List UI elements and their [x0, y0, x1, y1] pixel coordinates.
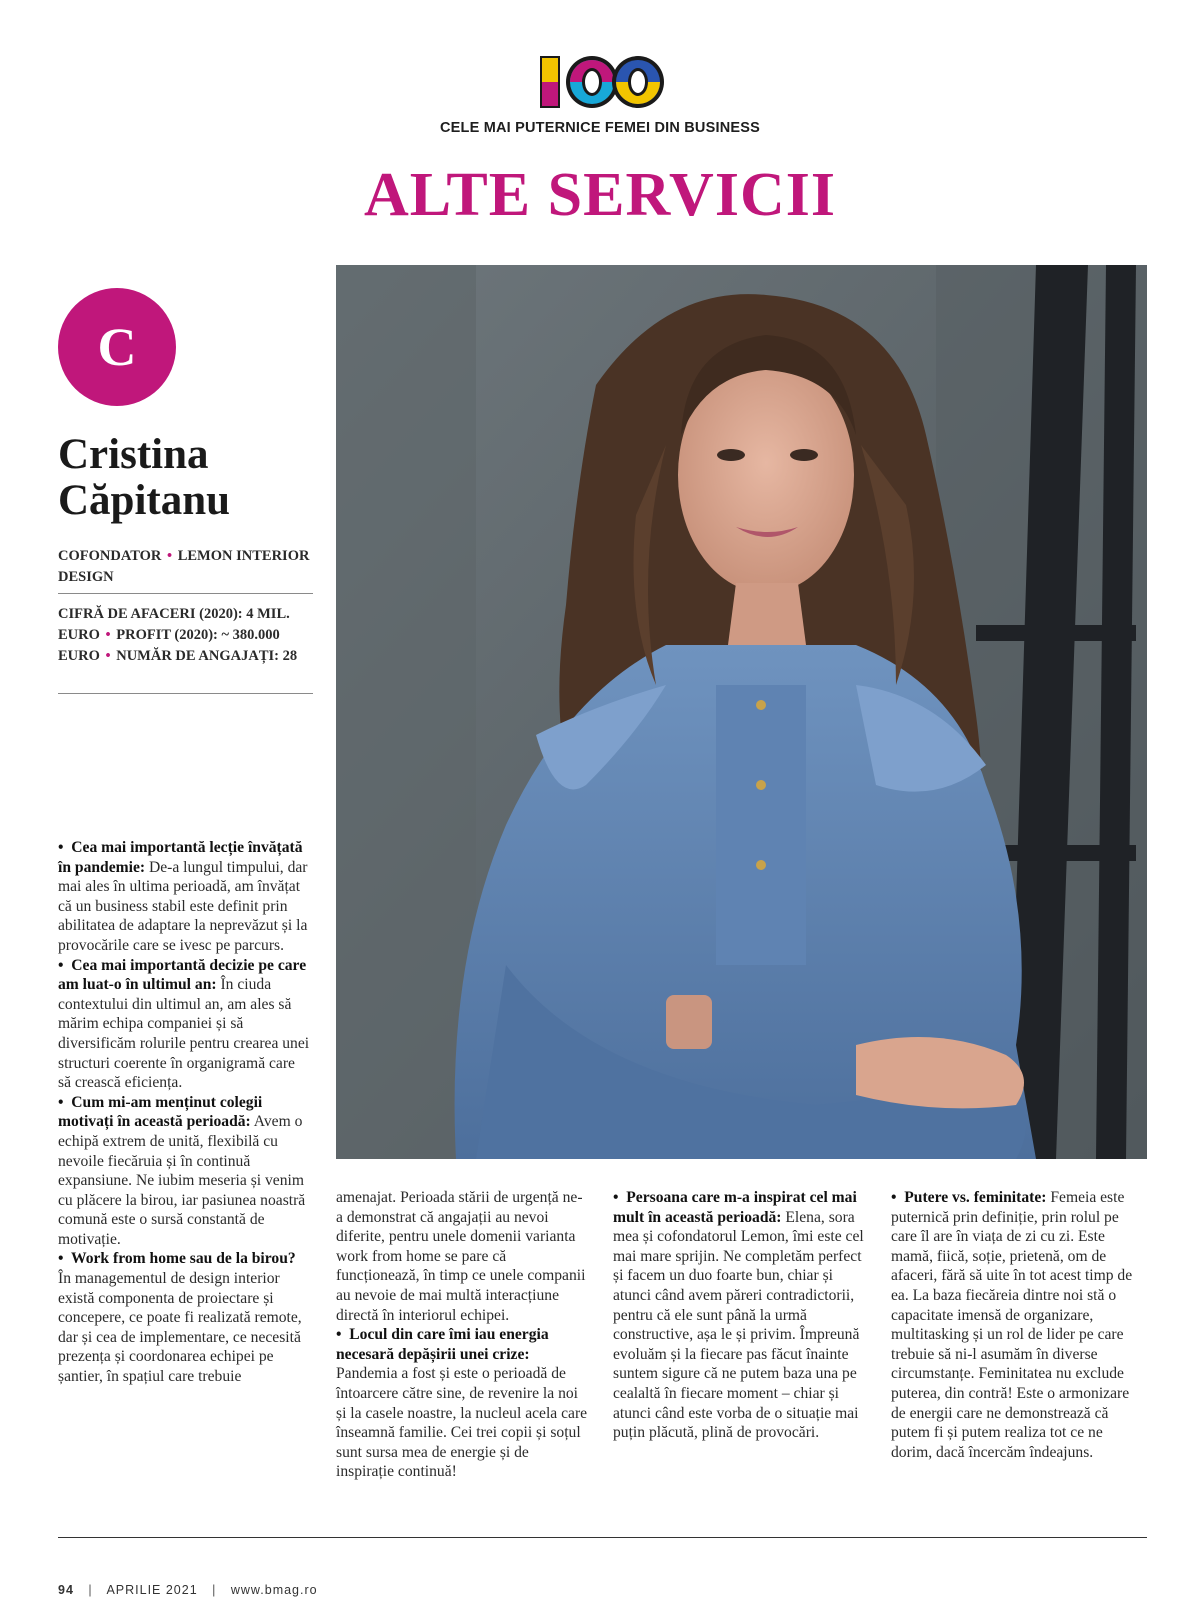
footer-separator: | [212, 1583, 217, 1597]
answer-text: În managementul de design interior există componenta de proiectare și concepere, ce poate fi realizată remote, dar și cea de implementare, ce necesită prezența și coordonarea echipei pe șantier, în spațiul care trebuie [58, 1270, 302, 1386]
answer-text: Pandemia a fost și este o perioadă de întoarcere către sine, de revenire la noi și la casele noastre, la nucleul acela care înseamnă familie. Cei trei copii și soțul sunt sursa mea de energie și de inspirație continuă! [336, 1365, 588, 1481]
bullet: • [58, 1250, 64, 1268]
qa-item [58, 1249, 310, 1386]
100-logo-icon [534, 52, 668, 112]
employees-label: NUMĂR DE ANGAJAȚI: [116, 648, 279, 664]
question-title: Cea mai importantă decizie pe care am luat-o în ultimul an: [58, 956, 307, 994]
page-footer [58, 1583, 318, 1597]
section-title: ALTE SERVICII [363, 161, 836, 229]
qa-item [58, 838, 310, 956]
answer-text: În ciuda contextului din ultimul an, am ales să mărim echipa companiei și să diversificăm rolurile pentru crearea unei structuri coerente în organigramă care să crească eficiența. [58, 976, 310, 1092]
bullet: • [336, 1326, 342, 1344]
article-column-3 [613, 1188, 865, 1443]
article-column-4 [891, 1188, 1147, 1462]
answer-text: Femeia este puternică prin definiție, prin rolul pe care îl are în viața de zi cu zi. Este mamă, fiică, soție, prietenă, om de afaceri, fără să uite în tot acest timp de ea. La baza fiecăreia dintre noi stă o capacitate imensă de organizare, multitasking și un rol de lider pe care trebuie să ni-l asumăm în diverse circumstanțe. Feminitatea nu exclude puterea, din contră! Este o armonizare de energii care ne demonstrează că putem fi și putem realiza tot ce ne dorim, dacă încercăm îndeajuns. [891, 1189, 1133, 1461]
qa-item [891, 1188, 1147, 1462]
bullet: • [891, 1189, 897, 1206]
question-title: Cea mai importantă lecție învățată în pandemie: [58, 839, 303, 876]
profit-value: ~ 380.000 EURO [58, 627, 280, 664]
employees-value: 28 [282, 648, 298, 664]
turnover-value: 4 MIL. EURO [58, 606, 290, 643]
bullet: • [58, 839, 64, 856]
person-first-name: Cristina [58, 431, 209, 478]
question-title: Cum mi-am menținut colegii motivați în această perioadă: [58, 1093, 263, 1131]
turnover-label: CIFRĂ DE AFACERI (2020): [58, 606, 243, 622]
answer-continuation: amenajat. Perioada stării de urgență ne-a demonstrat că angajații au nevoi diferite, pentru unele domenii varianta work from home se pare că funcționează, în timp ce unele companii au nevoie de mai multă interacțiune directă în interiorul echipei. [336, 1189, 586, 1324]
answer-text: De-a lungul timpului, dar mai ales în ultima perioadă, am învățat că un business stabil este definit prin abilitatea de adaptare la neprevăzut și la provocările care se ivesc pe parcurs. [58, 858, 308, 954]
separator-dot: • [105, 648, 111, 664]
role-title: COFONDATOR [58, 548, 162, 564]
qa-item [58, 956, 310, 1093]
portrait-photo [336, 265, 1147, 1159]
company-name: LEMON INTERIOR DESIGN [58, 548, 310, 585]
bullet: • [58, 956, 64, 974]
100-logo [534, 52, 668, 112]
profit-label: PROFIT (2020): [116, 627, 218, 643]
answer-text: Elena, sora mea și cofondatorul Lemon, îmi este cel mai mare sprijin. Ne completăm perfect și facem un duo foarte bun, chiar și atunci când avem păreri contradictorii, pentru că ele sunt până la urmă constructive, așa le și privim. Împreună evoluăm și la fiecare pas făcut înainte suntem sigure că ne putem baza una pe cealaltă în fiecare moment – chiar și atunci când este vorba de o situație mai puțin plăcută, plină de provocări. [613, 1208, 864, 1442]
qa-item [613, 1188, 865, 1443]
separator-dot: • [167, 548, 173, 564]
question-title: Putere vs. feminitate: [904, 1189, 1047, 1206]
question-title: Locul din care îmi iau energia necesară depășirii unei crize: [336, 1326, 549, 1363]
bullet: • [613, 1189, 619, 1206]
answer-text: Avem o echipă extrem de unită, flexibilă cu nevoile fiecăruia și în continuă expansiune. Ne iubim meseria și venim cu plăcere la birou, iar pasiunea noastră comună este o sursă constantă de motivație. [58, 1113, 306, 1248]
person-last-name: Căpitanu [58, 477, 231, 524]
question-title: Persoana care m-a inspirat cel mai mult în această perioadă: [613, 1189, 857, 1226]
question-title: Work from home sau de la birou? [70, 1250, 296, 1268]
footer-separator: | [88, 1583, 93, 1597]
company-stats [58, 604, 313, 667]
issue-date: APRILIE 2021 [106, 1583, 198, 1597]
index-letter-badge: C [58, 288, 176, 406]
article-column-2 [336, 1188, 588, 1482]
footer-divider [58, 1537, 1147, 1538]
website-link[interactable]: www.bmag.ro [230, 1583, 318, 1597]
magazine-kicker: CELE MAI PUTERNICE FEMEI DIN BUSINESS [440, 120, 760, 136]
article-column-1 [58, 838, 310, 1387]
divider-line [58, 593, 313, 594]
qa-item [336, 1325, 588, 1482]
divider-line [58, 693, 313, 694]
separator-dot: • [105, 627, 111, 643]
page-number: 94 [58, 1583, 74, 1597]
portrait-photo-icon [336, 265, 1147, 1159]
person-role [58, 546, 313, 588]
person-name [58, 432, 318, 524]
qa-item [58, 1093, 310, 1250]
bullet: • [58, 1093, 64, 1111]
